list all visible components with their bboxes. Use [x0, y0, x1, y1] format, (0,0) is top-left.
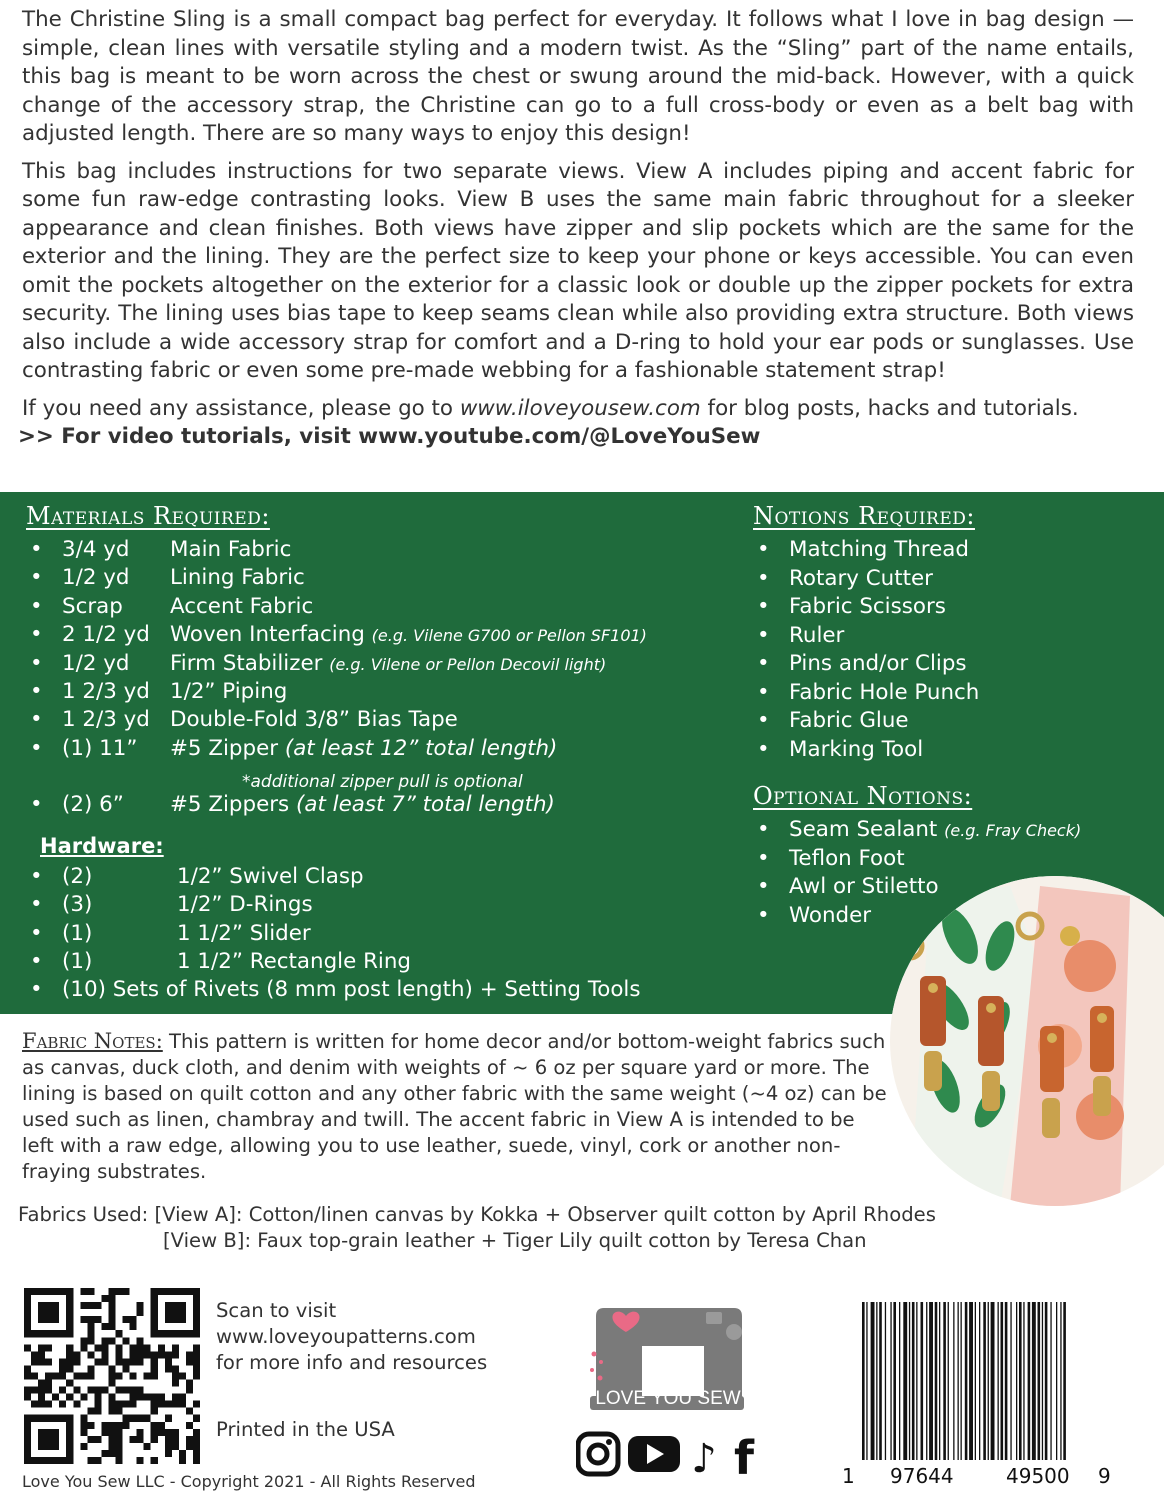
material-name-text: Lining Fabric: [170, 565, 305, 590]
bullet: •: [30, 679, 43, 704]
material-name: [170, 678, 287, 706]
video-tutorials-line[interactable]: >> For video tutorials, visit www.youtube.com/@LoveYouSew: [18, 424, 761, 449]
fabric-notes-text: This pattern is written for home decor and/or bottom-weight fabrics such as canvas, duck cloth, and denim with weights of ~ 6 oz per square yard or more. The lining is based on quilt cotton and any other fabric with the same weight (~4 oz) can be used such as linen, chambray and twill. The accent fabric in View A is intended to be left with a raw edge, allowing you to use leather, suede, vinyl, cork or another non-fraying substrates.: [22, 1030, 887, 1183]
barcode-digits-left: 97644: [890, 1464, 954, 1488]
hardware-name: 1 1/2” Rectangle Ring: [177, 949, 412, 974]
material-qty: 2 1/2 yd: [62, 622, 150, 647]
materials-heading: Materials Required:: [26, 502, 270, 530]
material-name-text: Accent Fabric: [170, 594, 314, 619]
hardware-qty: (1): [62, 921, 93, 946]
tiktok-icon[interactable]: [691, 1436, 717, 1480]
qr-code[interactable]: [24, 1288, 200, 1464]
facebook-icon[interactable]: [734, 1431, 755, 1480]
bullet: •: [30, 707, 43, 732]
scan-line-2[interactable]: www.loveyoupatterns.com: [216, 1325, 476, 1348]
optional-notion-text: Awl or Stiletto: [789, 874, 939, 899]
love-you-sew-logo: [586, 1298, 746, 1414]
bullet: •: [757, 622, 770, 648]
barcode-digit-last: 9: [1098, 1464, 1111, 1488]
optional-notion-name: [789, 845, 905, 874]
optional-notions-heading: Optional Notions:: [753, 782, 973, 810]
notion-name: Matching Thread: [789, 537, 969, 562]
social-icons: [576, 1428, 766, 1480]
logo-text: LOVE YOU SEW: [595, 1388, 741, 1409]
assist-text: If you need any assistance, please go to: [22, 395, 460, 421]
material-name-text: Double-Fold 3/8” Bias Tape: [170, 707, 458, 732]
bullet: •: [757, 736, 770, 762]
intro-paragraph-1: The Christine Sling is a small compact bag perfect for everyday. It follows what I love in bag design — simple, clean lines with versatile styling and a modern twist. As the “Sling” part of the name entails, this bag is meant to be worn across the chest or swung around the mid-back. However, with a quick change of the accessory strap, the Christine can go to a full cross-body or even as a belt bag with adjusted length. There are so many ways to enjoy this design!: [22, 7, 1134, 146]
material-name: [170, 593, 313, 621]
bullet: •: [757, 679, 770, 705]
bullet: •: [30, 736, 43, 761]
bullet: •: [757, 874, 770, 899]
hardware-qty: (1): [62, 949, 93, 974]
zipper-pull-note: *additional zipper pull is optional: [242, 772, 523, 792]
material-name: [170, 791, 555, 819]
intro-paragraph-2: This bag includes instructions for two separate views. View A includes piping and accent fabric for some fun raw-edge contrasting looks. View B uses the same main fabric throughout for a sleeker appearance and clean finishes. Both views have zipper and slip pockets which are the same for the exterior and the lining. They are the perfect size to keep your phone or keys accessible. You can even omit the pockets altogether on the exterior for a classic look or double up the zipper pockets for extra security. The lining uses bias tape to keep seams clean while also providing extra structure. Both views also include a wide accessory strap for comfort and a D-ring to hold your ear pods or sunglasses. Use contrasting fabric or even some pre-made webbing for a fashionable statement strap!: [22, 158, 1134, 383]
hardware-qty: (2): [62, 864, 93, 889]
hardware-name: 1/2” D-Rings: [177, 892, 313, 917]
material-qty: (1) 11”: [62, 736, 138, 761]
optional-notion-detail: (e.g. Fray Check): [944, 821, 1082, 840]
bullet: •: [757, 817, 770, 842]
material-qty: 1 2/3 yd: [62, 707, 150, 732]
scan-line-1: Scan to visit: [216, 1299, 337, 1322]
material-qty: 3/4 yd: [62, 537, 130, 562]
bullet: •: [30, 892, 43, 917]
material-qty: 1/2 yd: [62, 651, 130, 676]
bullet: •: [757, 708, 770, 733]
notion-name: Fabric Glue: [789, 708, 909, 733]
notion-name: Pins and/or Clips: [789, 651, 967, 676]
material-name: [170, 564, 305, 592]
optional-notion-text: Teflon Foot: [789, 845, 905, 871]
svg-text:f: f: [733, 1431, 755, 1480]
optional-notion-text: Seam Sealant: [789, 817, 945, 842]
material-name-text: Woven Interfacing: [170, 622, 372, 647]
scan-line-3: for more info and resources: [216, 1351, 488, 1374]
fabrics-used-view-b: [View B]: Faux top-grain leather + Tiger Lily quilt cotton by Teresa Chan: [163, 1229, 867, 1252]
notion-name: Fabric Scissors: [789, 594, 946, 619]
material-name-text: Main Fabric: [170, 537, 292, 562]
bullet: •: [30, 565, 43, 590]
copyright-notice: Love You Sew LLC - Copyright 2021 - All Rights Reserved: [22, 1472, 476, 1491]
intro-section: [18, 6, 1134, 461]
material-name-text: #5 Zipper: [170, 736, 285, 761]
material-name: [170, 650, 606, 679]
youtube-icon[interactable]: [628, 1436, 680, 1472]
bullet: •: [30, 651, 43, 676]
material-name: [170, 735, 557, 763]
material-name-text: 1/2” Piping: [170, 679, 288, 704]
bullet: •: [30, 864, 43, 889]
fabric-notes-heading: Fabric Notes:: [22, 1029, 163, 1053]
bullet: •: [30, 792, 43, 817]
notion-name: Marking Tool: [789, 736, 924, 762]
barcode-digit-first: 1: [842, 1464, 855, 1488]
material-name: [170, 621, 647, 650]
fabric-notes: [22, 1028, 892, 1185]
material-qty: 1/2 yd: [62, 565, 130, 590]
bullet: •: [757, 651, 770, 676]
bullet: •: [30, 622, 43, 647]
bullet: •: [30, 977, 43, 1002]
hardware-name: 1 1/2” Slider: [177, 921, 311, 946]
assist-text-end: for blog posts, hacks and tutorials.: [700, 395, 1079, 421]
bullet: •: [30, 537, 43, 562]
bullet: •: [30, 594, 43, 619]
bullet: •: [757, 902, 770, 928]
material-name: [170, 536, 291, 564]
notions-heading: Notions Required:: [753, 502, 975, 530]
material-qty: (2) 6”: [62, 792, 124, 817]
website-link[interactable]: www.iloveyousew.com: [459, 395, 701, 421]
bullet: •: [30, 921, 43, 946]
notion-name: Ruler: [789, 622, 845, 648]
notion-name: Rotary Cutter: [789, 565, 933, 591]
material-qty: 1 2/3 yd: [62, 679, 150, 704]
rivets-text: (10) Sets of Rivets (8 mm post length) + Setting Tools: [62, 977, 641, 1002]
instagram-icon[interactable]: [578, 1434, 618, 1474]
material-detail: (at least 12” total length): [284, 736, 558, 761]
scan-info: [216, 1298, 487, 1376]
bullet: •: [757, 537, 770, 562]
material-name: [170, 706, 458, 734]
optional-notion-name: [789, 873, 939, 902]
optional-notion-name: [789, 816, 1081, 845]
optional-notion-name: [789, 902, 871, 931]
fabrics-used: [18, 1202, 936, 1254]
optional-notion-text: Wonder: [789, 902, 872, 928]
material-qty: Scrap: [62, 594, 123, 619]
material-detail: (e.g. Vilene G700 or Pellon SF101): [371, 626, 647, 645]
bullet: •: [757, 565, 770, 591]
hardware-qty: (3): [62, 892, 93, 917]
bullet: •: [30, 949, 43, 974]
svg-text:♪: ♪: [691, 1436, 717, 1480]
hardware-name: 1/2” Swivel Clasp: [177, 864, 364, 889]
material-name-text: Firm Stabilizer: [170, 651, 330, 676]
fabrics-used-view-a: Fabrics Used: [View A]: Cotton/linen canvas by Kokka + Observer quilt cotton by April Rhodes: [18, 1203, 936, 1226]
barcode-digits-right: 49500: [1006, 1464, 1070, 1488]
bullet: •: [757, 594, 770, 619]
printed-in-usa: Printed in the USA: [216, 1418, 395, 1441]
barcode: [858, 1302, 1134, 1460]
material-name-text: #5 Zippers: [170, 792, 296, 817]
assistance-line: [22, 395, 1134, 424]
material-detail: (at least 7” total length): [295, 792, 555, 817]
notion-name: Fabric Hole Punch: [789, 679, 980, 705]
material-detail: (e.g. Vilene or Pellon Decovil light): [329, 655, 607, 674]
bullet: •: [757, 845, 770, 871]
hardware-heading: Hardware:: [40, 834, 164, 858]
